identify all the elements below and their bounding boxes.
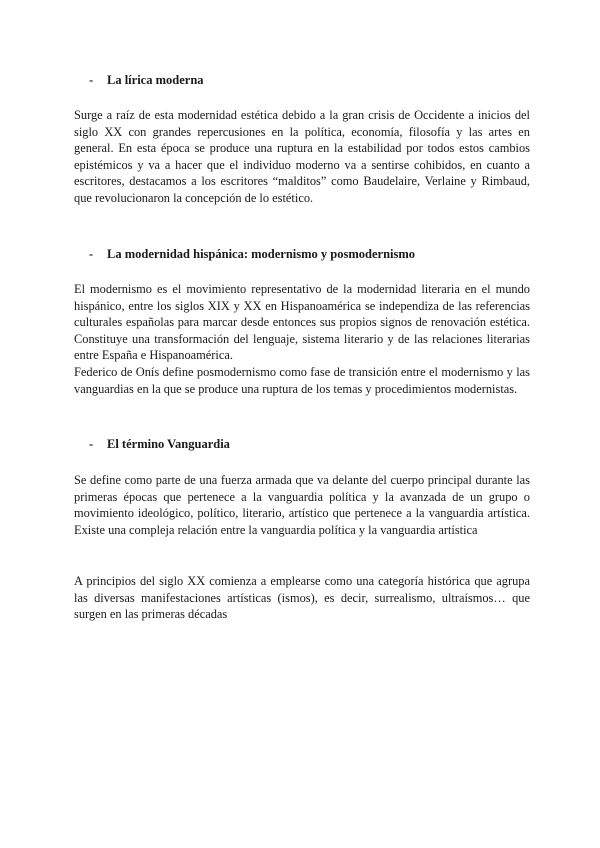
heading-text: La modernidad hispánica: modernismo y posmodernismo <box>107 247 416 261</box>
bullet-dash: - <box>89 437 94 451</box>
section-heading-modernidad-hispanica <box>89 247 415 262</box>
heading-text: La lírica moderna <box>107 73 204 87</box>
paragraph-posmodernismo: Federico de Onís define posmodernismo como fase de transición entre el modernismo y las vanguardias en la que se produce una ruptura de los temas y procedimientos modernistas. <box>74 365 530 396</box>
section-heading-lirica-moderna <box>89 73 204 88</box>
paragraph-vanguardia-historica: A principios del siglo XX comienza a emplearse como una categoría histórica que agrupa las diversas manifestaciones artísticas (ismos), es decir, surrealismo, ultraísmos… que surgen en las primeras décadas <box>74 574 530 621</box>
section-heading-vanguardia <box>89 437 230 452</box>
paragraph-modernismo: El modernismo es el movimiento representativo de la modernidad literaria en el mundo hispánico, entre los siglos XIX y XX en Hispanoamérica se independiza de las referencias culturales españolas para marcar desde entonces sus propios signos de renovación estética. Constituye una transformación del lenguaje, sistema literario y de las relaciones literarias entre España e Hispanoamérica. <box>74 282 530 362</box>
paragraph-vanguardia-definicion: Se define como parte de una fuerza armada que va delante del cuerpo principal durante las primeras épocas que pertenece a la vanguardia política y la avanzada de un grupo o movimiento ideológico, político, literario, artístico que pertenece a la vanguardia artística. Existe una compleja relación entre la vanguardia política y la vanguardia artística <box>74 473 530 537</box>
bullet-dash: - <box>89 247 94 261</box>
bullet-dash: - <box>89 73 94 87</box>
heading-text: El término Vanguardia <box>107 437 230 451</box>
paragraph-lirica-moderna: Surge a raíz de esta modernidad estética debido a la gran crisis de Occidente a inicios del siglo XX con grandes repercusiones en la política, economía, filosofía y las artes en general. En esta época se produce una ruptura en la estabilidad por todos estos cambios epistémicos y va a hacer que el individuo moderno va a sentirse cohibidos, en cuanto a escritores, destacamos a los escritores “malditos” como Baudelaire, Verlaine y Rimbaud, que revolucionaron la concepción de lo estético. <box>74 108 530 205</box>
